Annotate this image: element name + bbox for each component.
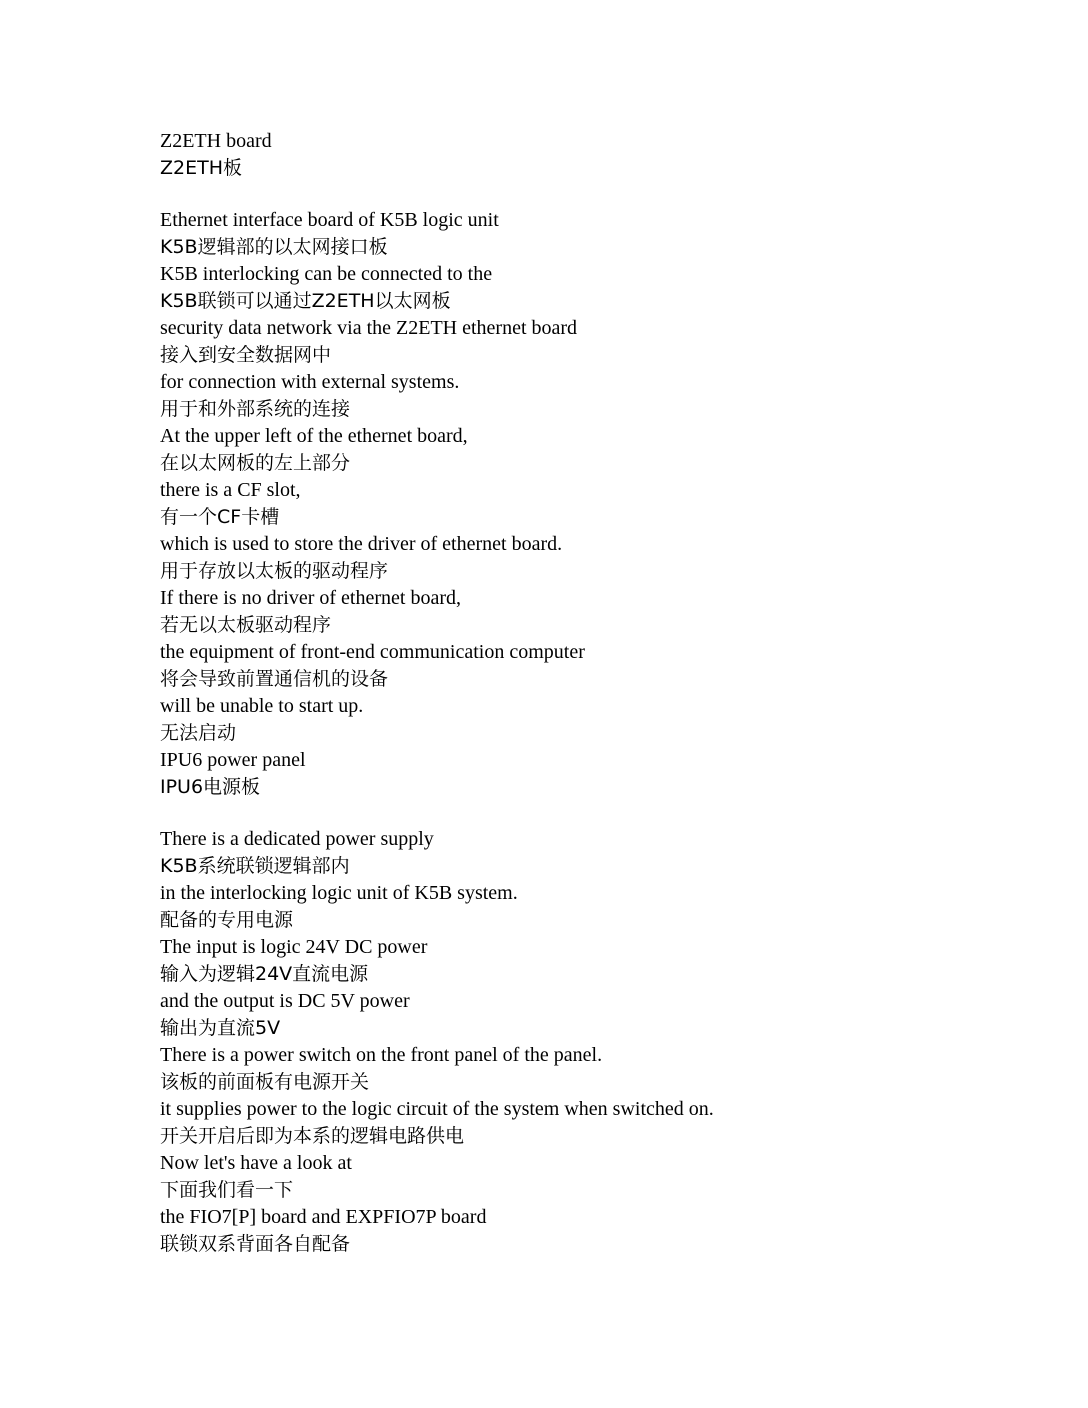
english-text-line: security data network via the Z2ETH ethernet board	[160, 317, 578, 339]
chinese-text-line: 用于和外部系统的连接	[160, 398, 351, 420]
english-text-line: for connection with external systems.	[160, 371, 460, 393]
english-text-line: At the upper left of the ethernet board,	[160, 425, 468, 447]
english-text-line: The input is logic 24V DC power	[160, 936, 428, 958]
chinese-text-line: 配备的专用电源	[160, 909, 294, 931]
english-text-line: the equipment of front-end communication computer	[160, 641, 585, 663]
english-text-line: There is a dedicated power supply	[160, 828, 434, 850]
chinese-text-line: K5B逻辑部的以太网接口板	[160, 236, 388, 258]
chinese-text-line: 将会导致前置通信机的设备	[160, 668, 389, 690]
english-text-line: and the output is DC 5V power	[160, 990, 410, 1012]
chinese-text-line: 联锁双系背面各自配备	[160, 1233, 351, 1255]
english-text-line: There is a power switch on the front panel of the panel.	[160, 1044, 603, 1066]
chinese-text-line: 接入到安全数据网中	[160, 344, 332, 366]
blank-line	[160, 801, 1040, 826]
english-text-line: the FIO7[P] board and EXPFIO7P board	[160, 1206, 487, 1228]
chinese-text-line: 开关开启后即为本系的逻辑电路供电	[160, 1125, 465, 1147]
chinese-text-line: K5B系统联锁逻辑部内	[160, 855, 350, 877]
chinese-text-line: K5B联锁可以通过Z2ETH以太网板	[160, 290, 451, 312]
english-text-line: will be unable to start up.	[160, 695, 364, 717]
chinese-text-line: 用于存放以太板的驱动程序	[160, 560, 389, 582]
english-text-line: Now let's have a look at	[160, 1152, 352, 1174]
english-text-line: there is a CF slot,	[160, 479, 301, 501]
english-text-line: Ethernet interface board of K5B logic unit	[160, 209, 499, 231]
document-body	[160, 128, 1040, 1258]
chinese-text-line: IPU6电源板	[160, 776, 261, 798]
chinese-text-line: 在以太网板的左上部分	[160, 452, 351, 474]
english-text-line: which is used to store the driver of ethernet board.	[160, 533, 563, 555]
english-text-line: it supplies power to the logic circuit of the system when switched on.	[160, 1098, 714, 1120]
chinese-text-line: 输出为直流5V	[160, 1017, 281, 1039]
chinese-text-line: 下面我们看一下	[160, 1179, 294, 1201]
chinese-text-line: 有一个CF卡槽	[160, 506, 280, 528]
chinese-text-line: 输入为逻辑24V直流电源	[160, 963, 369, 985]
chinese-text-line: Z2ETH板	[160, 157, 243, 179]
english-text-line: in the interlocking logic unit of K5B system.	[160, 882, 518, 904]
chinese-text-line: 该板的前面板有电源开关	[160, 1071, 370, 1093]
blank-line	[160, 182, 1040, 207]
chinese-text-line: 若无以太板驱动程序	[160, 614, 332, 636]
english-text-line: Z2ETH board	[160, 130, 272, 152]
english-text-line: IPU6 power panel	[160, 749, 306, 771]
chinese-text-line: 无法启动	[160, 722, 237, 744]
english-text-line: K5B interlocking can be connected to the	[160, 263, 493, 285]
english-text-line: If there is no driver of ethernet board,	[160, 587, 461, 609]
